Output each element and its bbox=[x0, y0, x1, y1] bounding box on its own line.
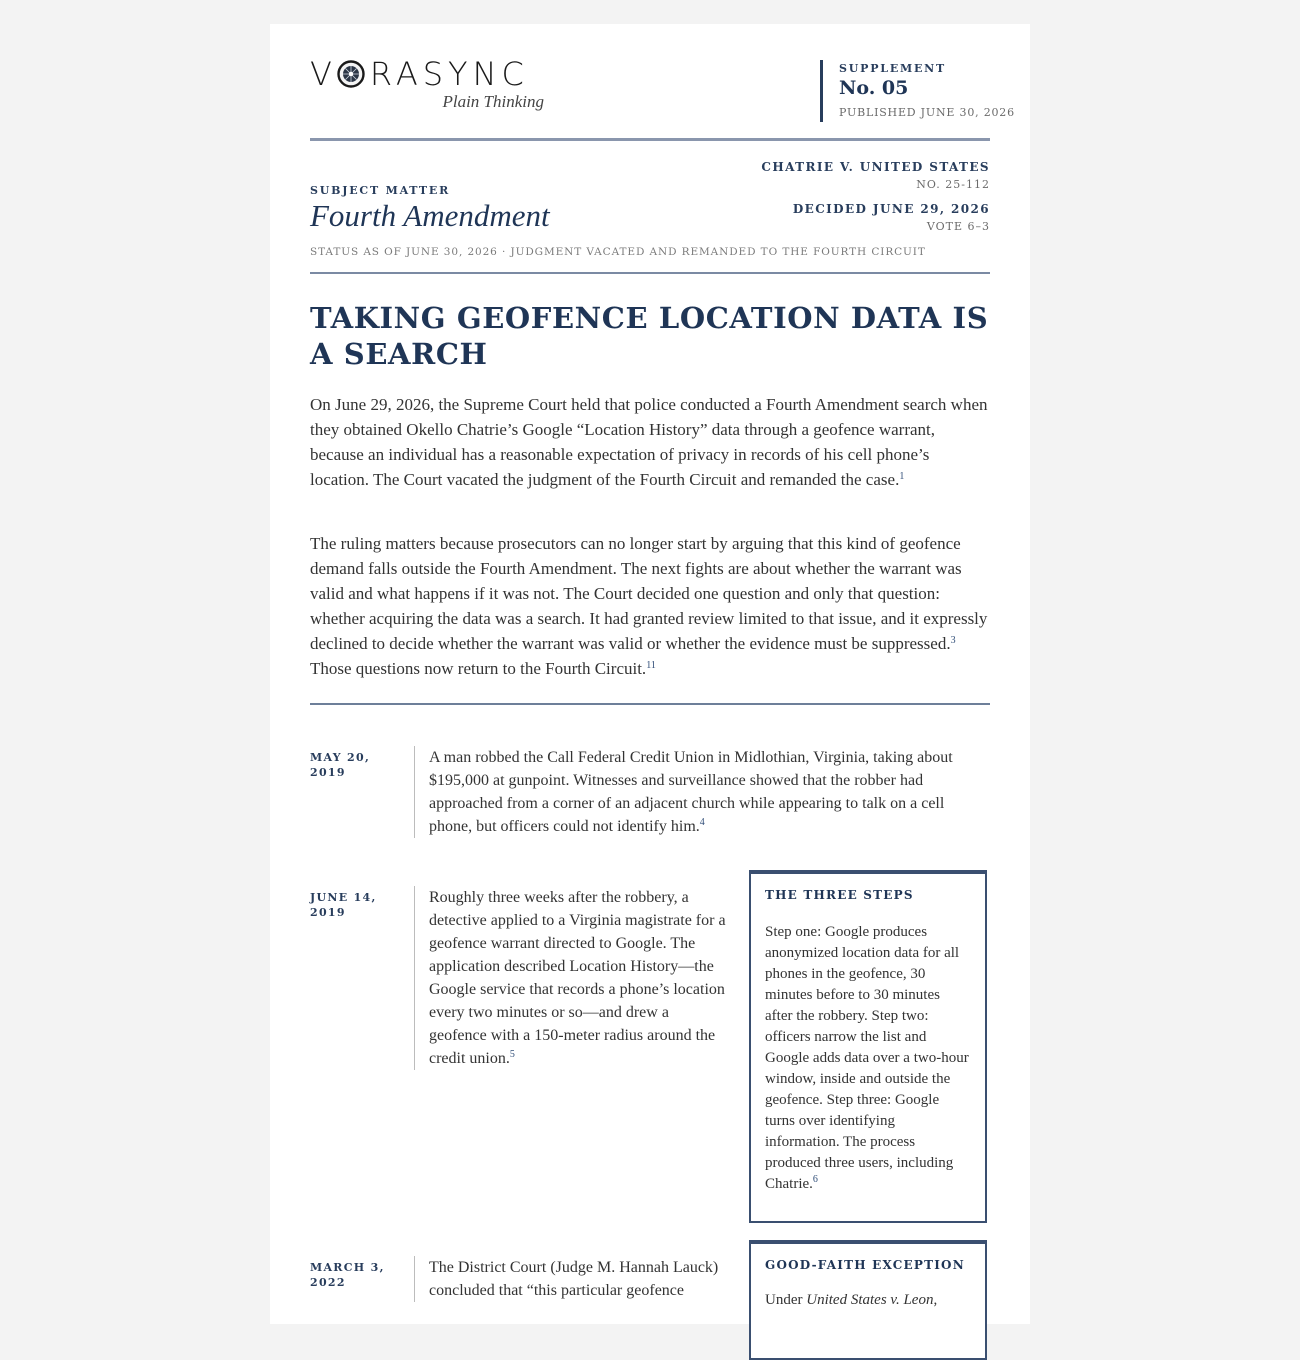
supplement-block bbox=[820, 60, 1015, 122]
sidebar-body bbox=[765, 1290, 971, 1311]
timeline-entry bbox=[414, 1256, 729, 1302]
brand-wordmark: V RASYNC bbox=[310, 55, 529, 93]
timeline-entry bbox=[414, 746, 989, 838]
intro-paragraph-1-text: On June 29, 2026, the Supreme Court held that police conducted a Fourth Amendment search when they obtained Okello Chatrie’s Google “Location History” data through a geofence warrant, because an individual has a reasonable expectation of privacy in records of his cell phone’s location. The Court vacated the judgment of the Fourth Circuit and remanded the case. bbox=[310, 395, 988, 489]
footnote-ref[interactable]: 4 bbox=[699, 817, 705, 828]
sidebar-title: GOOD-FAITH EXCEPTION bbox=[765, 1258, 965, 1272]
footnote-ref[interactable]: 11 bbox=[646, 660, 656, 671]
intro-paragraph-2-tail: Those questions now return to the Fourth Circuit. bbox=[310, 659, 647, 678]
brand-tagline: Plain Thinking bbox=[442, 92, 544, 111]
section-divider bbox=[310, 703, 990, 705]
timeline-entry bbox=[414, 886, 729, 1070]
case-citation: United States v. Leon bbox=[806, 1292, 934, 1308]
published-date: PUBLISHED JUNE 30, 2026 bbox=[839, 106, 1015, 119]
sidebar-box-good-faith bbox=[749, 1240, 987, 1360]
timeline-entry-text: Roughly three weeks after the robbery, a detective applied to a Virginia magistrate for a geofence warrant directed to Google. The application described Location History—the Google service that records a phone’s location every two minutes or so—and drew a geofence with a 150-meter radius around the credit union. bbox=[429, 889, 726, 1067]
footnote-ref[interactable]: 1 bbox=[899, 471, 905, 482]
case-name: CHATRIE V. UNITED STATES bbox=[761, 160, 990, 174]
sidebar-title: THE THREE STEPS bbox=[765, 888, 914, 902]
sidebar-text-tail: , bbox=[933, 1292, 938, 1308]
brand-logo bbox=[310, 54, 550, 112]
status-line: STATUS AS OF JUNE 30, 2026 · JUDGMENT VACATED AND REMANDED TO THE FOURTH CIRCUIT bbox=[310, 246, 926, 258]
case-info bbox=[761, 160, 990, 233]
timeline-entry-text: The District Court (Judge M. Hannah Lauck) concluded that “this particular geofence bbox=[429, 1259, 719, 1299]
footnote-ref[interactable]: 5 bbox=[509, 1049, 515, 1060]
timeline-date: JUNE 14, 2019 bbox=[310, 891, 377, 919]
footnote-ref[interactable]: 3 bbox=[950, 635, 956, 646]
masthead-divider bbox=[310, 138, 990, 141]
page-headline: TAKING GEOFENCE LOCATION DATA IS A SEARCH bbox=[310, 301, 989, 371]
intro-paragraph-2-text: The ruling matters because prosecutors can no longer start by arguing that this kind of geofence demand falls outside the Fourth Amendment. The next fights are about whether the warrant was valid and what happens if it was not. The Court decided one question and only that question: whether acquiring the data was a search. It had granted review limited to that issue, and it expressly declined to decide whether the warrant was valid or whether the evidence must be suppressed. bbox=[310, 534, 988, 653]
case-decided: DECIDED JUNE 29, 2026 bbox=[792, 202, 990, 216]
footnote-ref[interactable]: 6 bbox=[812, 1174, 818, 1185]
globe-icon bbox=[337, 60, 365, 88]
sidebar-text: Under bbox=[765, 1292, 807, 1308]
timeline-date: MAY 20, 2019 bbox=[310, 751, 371, 779]
timeline-entry-text: A man robbed the Call Federal Credit Union in Midlothian, Virginia, taking about $195,000 at gunpoint. Witnesses and surveillance showed that the robber had approached from a corner of an adjacent church while appearing to talk on a cell phone, but officers could not identify him. bbox=[429, 749, 953, 835]
subject-title: Fourth Amendment bbox=[310, 198, 550, 233]
sidebar-box-three-steps bbox=[749, 870, 987, 1223]
sidebar-body bbox=[765, 922, 971, 1195]
intro-paragraph-1 bbox=[310, 392, 990, 492]
case-vote: VOTE 6–3 bbox=[926, 220, 990, 233]
case-number: NO. 25-112 bbox=[916, 178, 990, 191]
subject-kicker: SUBJECT MATTER bbox=[310, 184, 451, 197]
sidebar-text: Step one: Google produces anonymized location data for all phones in the geofence, 30 minutes before to 30 minutes after the robbery. Step two: officers narrow the list and Google adds data over a two-hour window, inside and outside the geofence. Step three: Google turns over identifying information. The process produced three users, including Chatrie. bbox=[765, 924, 969, 1192]
intro-paragraph-2 bbox=[310, 531, 990, 681]
timeline-date: MARCH 3, 2022 bbox=[310, 1261, 385, 1289]
supplement-number: No. 05 bbox=[839, 77, 909, 99]
subject-divider bbox=[310, 272, 990, 274]
supplement-sheet bbox=[270, 24, 1030, 1324]
supplement-kicker: SUPPLEMENT bbox=[839, 62, 946, 75]
